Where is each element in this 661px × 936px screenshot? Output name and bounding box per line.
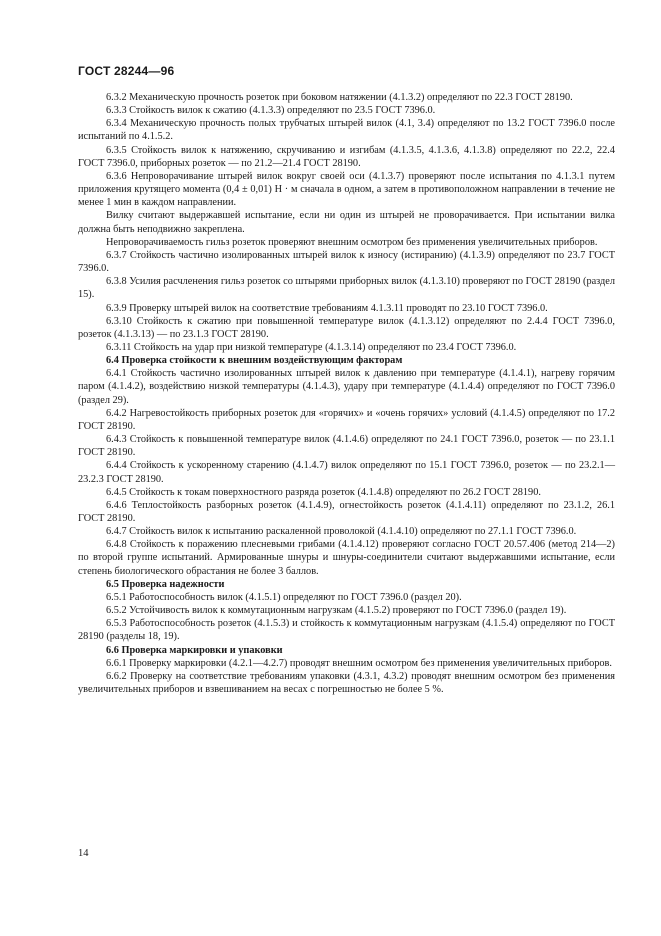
paragraph-6-3-6: 6.3.6 Непроворачивание штырей вилок вокруг своей оси (4.1.3.7) проверяют после испытания по 4.1.3.1 путем приложения крутящего момента (0,4 ± 0,01) Н · м сначала в одном, а затем в противоположном направлении в течение не менее 1 мин в каждом направлении. [78, 170, 615, 209]
paragraph-6-6-2: 6.6.2 Проверку на соответствие требованиям упаковки (4.3.1, 4.3.2) проводят внешним осмотром без применения увеличительных приборов и взвешиванием на весах с погрешностью не более 5 %. [78, 670, 615, 696]
paragraph-6-3-11: 6.3.11 Стойкость на удар при низкой температуре (4.1.3.14) определяют по 23.4 ГОСТ 7396.0. [106, 341, 517, 353]
paragraph-6-3-2: 6.3.2 Механическую прочность розеток при боковом натяжении (4.1.3.2) определяют по 22.3 ГОСТ 28190. [106, 92, 573, 103]
document-header: ГОСТ 28244—96 [78, 64, 175, 78]
paragraph-6-5-1: 6.5.1 Работоспособность вилок (4.1.5.1) определяют по ГОСТ 7396.0 (раздел 20). [106, 591, 462, 603]
paragraph-6-6-1: 6.6.1 Проверку маркировки (4.2.1—4.2.7) проводят внешним осмотром без применения увеличительных приборов. [106, 657, 612, 669]
paragraph-6-5-3: 6.5.3 Работоспособность розеток (4.1.5.3) и стойкость к коммутационным нагрузкам (4.1.5.4) определяют по ГОСТ 28190 (разделы 18, 19). [78, 618, 615, 643]
section-heading-6-5: 6.5 Проверка надежности [106, 578, 225, 590]
paragraph-6-3-9: 6.3.9 Проверку штырей вилок на соответствие требованиям 4.1.3.11 проводят по 23.10 ГОСТ 7396.0. [106, 302, 548, 314]
paragraph-6-4-4: 6.4.4 Стойкость к ускоренному старению (4.1.4.7) вилок определяют по 15.1 ГОСТ 7396.0, розеток — по 23.2.1—23.2.3 ГОСТ 28190. [78, 460, 615, 485]
paragraph-6-4-1: 6.4.1 Стойкость частично изолированных штырей вилок к давлению при температуре (4.1.4.1), нагреву горячим паром (4.1.4.2), воздействию низкой температуры (4.1.4.3), удару при температуре (4.1.4.4) определяют по ГОСТ 7396.0 (раздел 29). [78, 368, 615, 406]
paragraph-6-3-6-note-1: Вилку считают выдержавшей испытание, если ни один из штырей не проворачивается. При испытании вилка должна быть неподвижно закреплена. [78, 210, 615, 235]
paragraph-6-4-8: 6.4.8 Стойкость к поражению плесневыми грибами (4.1.4.12) проверяют согласно ГОСТ 20.57.406 (метод 214—2) по второй группе испытаний. Армированные шнуры и шнуры-соединители считают выдержавшими испытание, если степень биологического обрастания не более 3 баллов. [78, 539, 615, 577]
paragraph-6-3-3: 6.3.3 Стойкость вилок к сжатию (4.1.3.3) определяют по 23.5 ГОСТ 7396.0. [106, 105, 436, 117]
paragraph-6-3-7: 6.3.7 Стойкость частично изолированных штырей вилок к износу (истиранию) (4.1.3.9) определяют по 23.7 ГОСТ 7396.0. [78, 249, 615, 275]
paragraph-6-3-10: 6.3.10 Стойкость к сжатию при повышенной температуре вилок (4.1.3.12) определяют по 2.4.4 ГОСТ 7396.0, розеток (4.1.3.13) — по 23.1.3 ГОСТ 28190. [78, 315, 615, 340]
paragraph-6-3-8: 6.3.8 Усилия расчленения гильз розеток со штырями приборных вилок (4.1.3.10) проверяют по ГОСТ 28190 (раздел 15). [78, 276, 615, 301]
paragraph-6-4-3: 6.4.3 Стойкость к повышенной температуре вилок (4.1.4.6) определяют по 24.1 ГОСТ 7396.0, розеток — по 23.1.1 ГОСТ 28190. [78, 434, 615, 459]
paragraph-6-3-4: 6.3.4 Механическую прочность полых трубчатых штырей вилок (4.1, 3.4) определяют по 13.2 ГОСТ 7396.0 после испытаний по 4.1.5.2. [78, 118, 615, 143]
paragraph-6-3-6-note-2: Непроворачиваемость гильз розеток проверяют внешним осмотром без применения увеличительных приборов. [106, 236, 598, 248]
section-heading-6-6: 6.6 Проверка маркировки и упаковки [106, 644, 283, 656]
section-heading-6-4: 6.4 Проверка стойкости к внешним воздействующим факторам [106, 355, 403, 367]
paragraph-6-4-7: 6.4.7 Стойкость вилок к испытанию раскаленной проволокой (4.1.4.10) определяют по 27.1.1 ГОСТ 7396.0. [106, 526, 577, 538]
paragraph-6-4-2: 6.4.2 Нагревостойкость приборных розеток для «горячих» и «очень горячих» условий (4.1.4.5) определяют по 17.2 ГОСТ 28190. [78, 407, 615, 432]
paragraph-6-4-6: 6.4.6 Теплостойкость разборных розеток (4.1.4.9), огнестойкость розеток (4.1.4.11) определяют по 23.1.2, 26.1 ГОСТ 28190. [78, 499, 615, 524]
document-body [78, 91, 615, 696]
paragraph-6-3-5: 6.3.5 Стойкость вилок к натяжению, скручиванию и изгибам (4.1.3.5, 4.1.3.6, 4.1.3.8) определяют по 22.2, 22.4 ГОСТ 7396.0, приборных розеток — по 21.2—21.4 ГОСТ 28190. [78, 144, 615, 169]
paragraph-6-4-5: 6.4.5 Стойкость к токам поверхностного разряда розеток (4.1.4.8) определяют по 26.2 ГОСТ 28190. [106, 486, 541, 498]
page-number: 14 [78, 848, 89, 859]
paragraph-6-5-2: 6.5.2 Устойчивость вилок к коммутационным нагрузкам (4.1.5.2) проверяют по ГОСТ 7396.0 (раздел 19). [106, 605, 567, 617]
